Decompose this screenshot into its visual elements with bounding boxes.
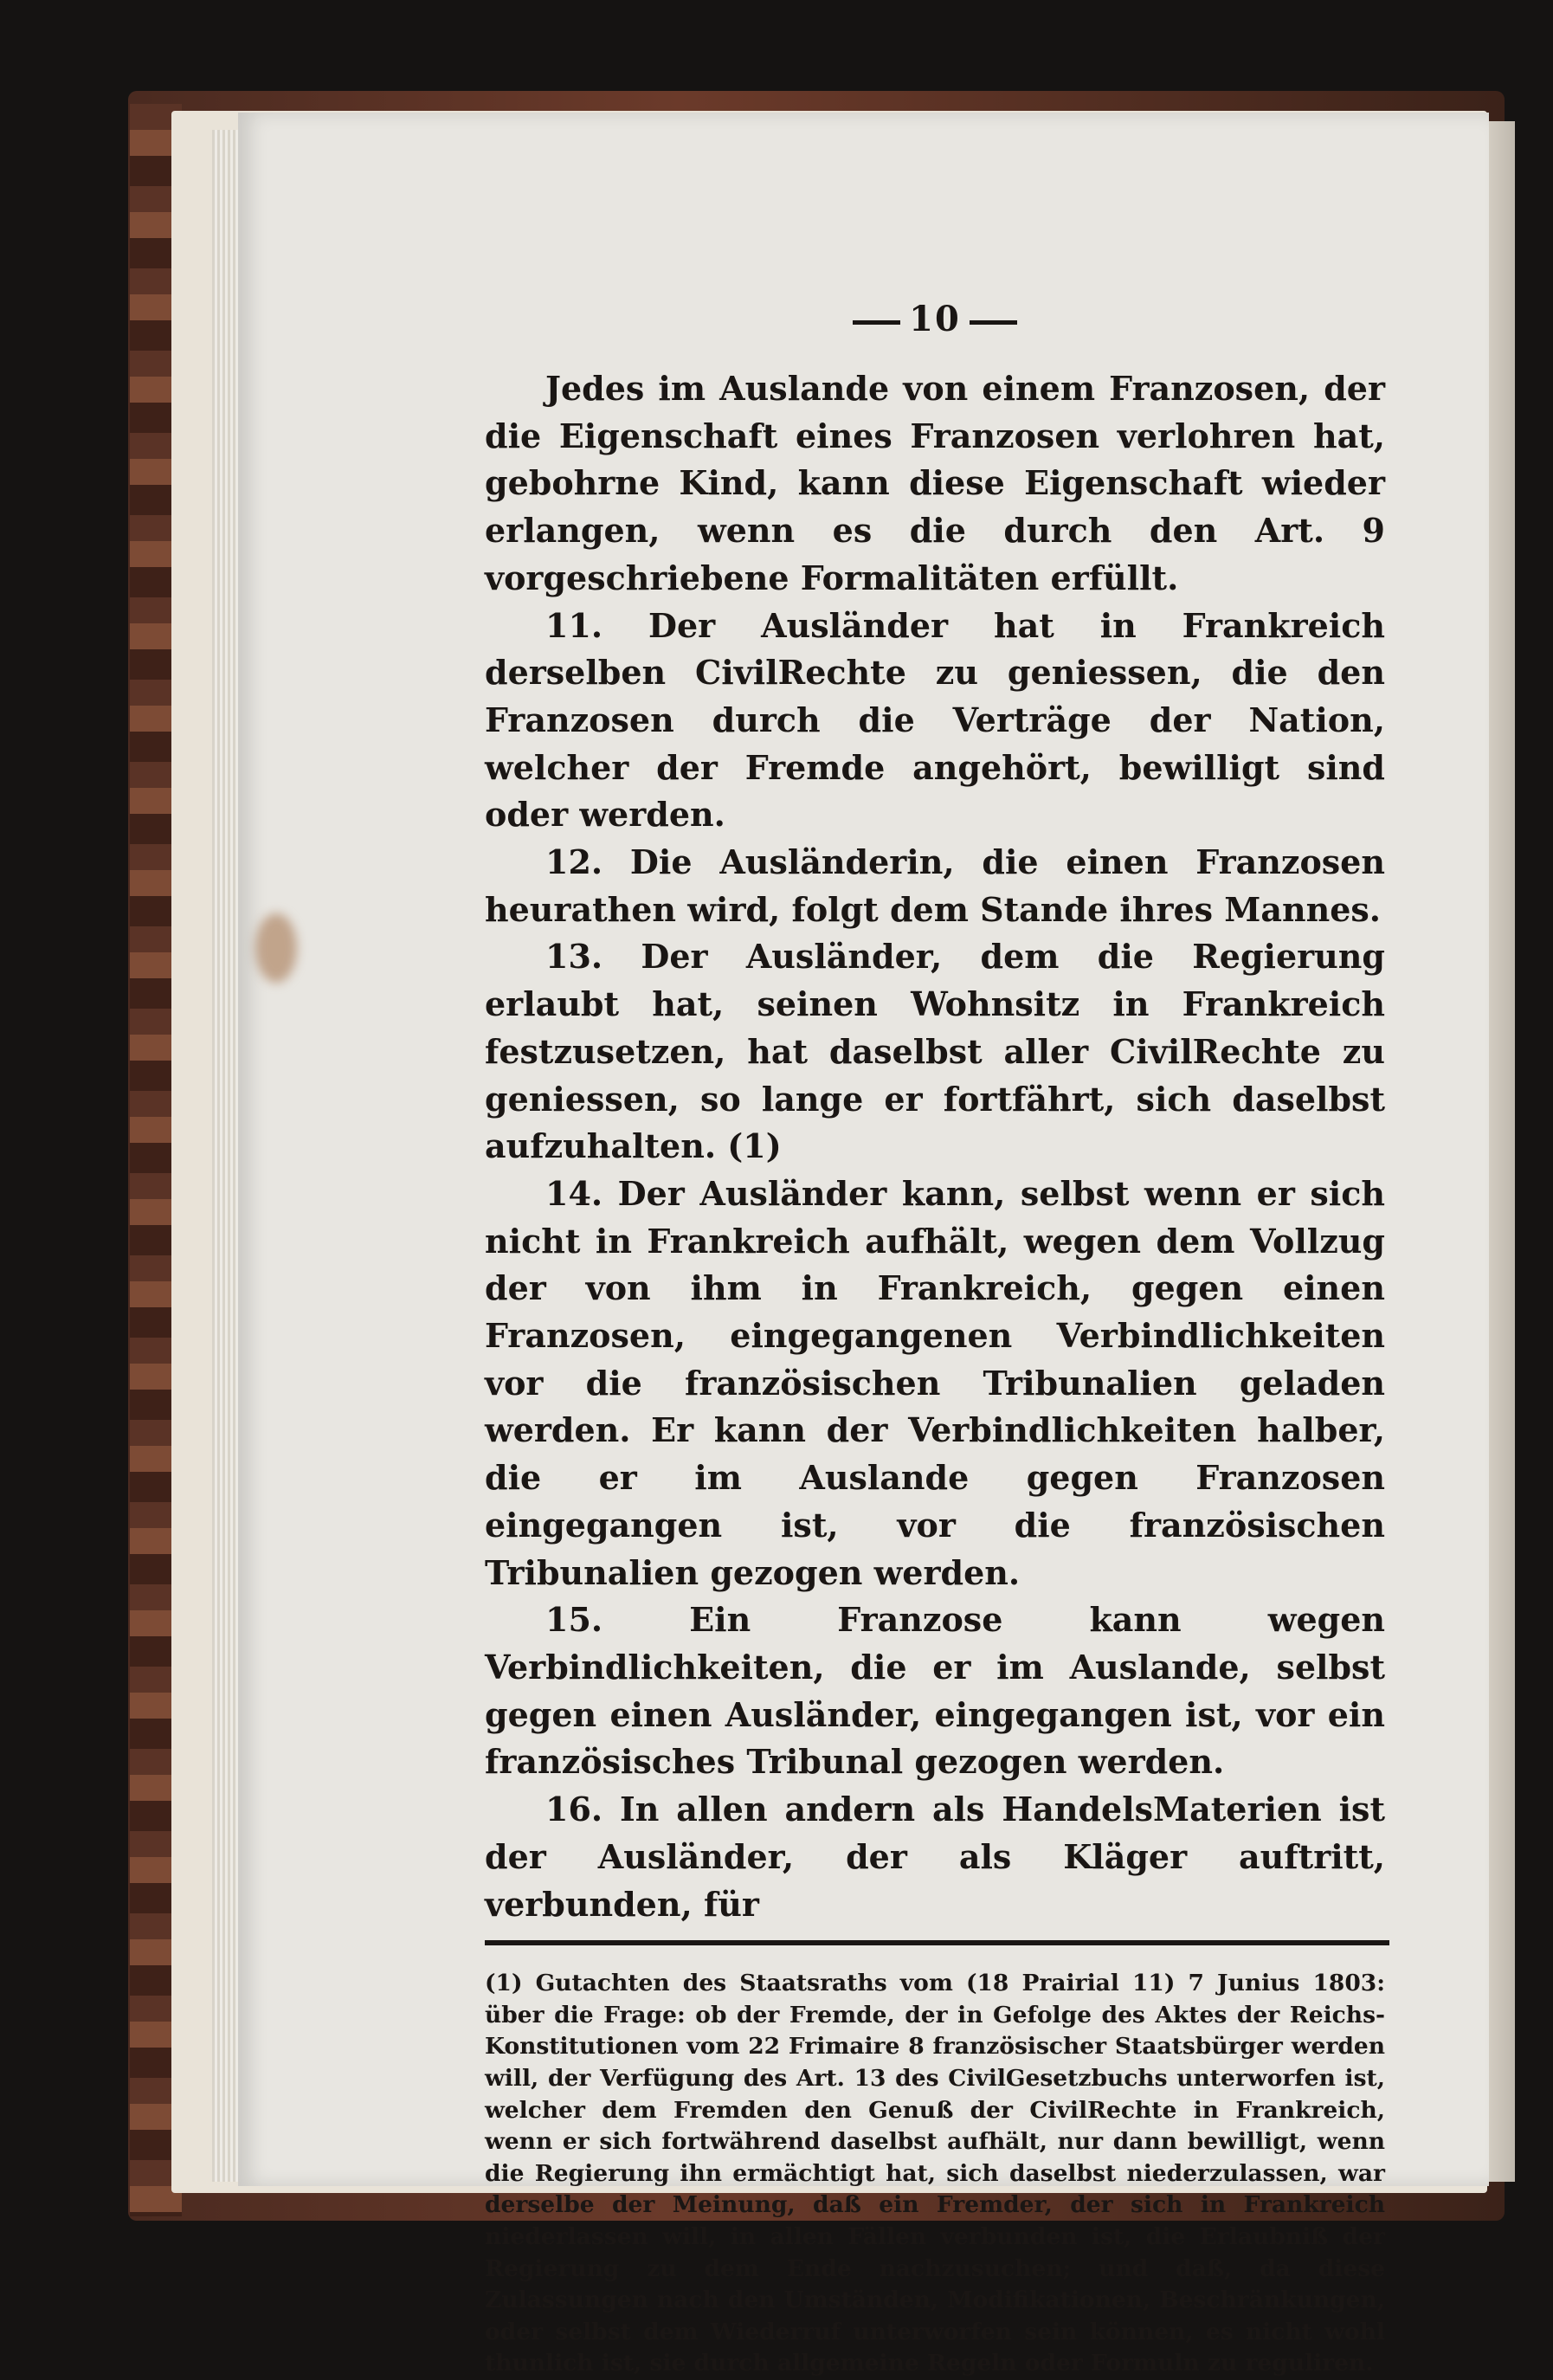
paragraph-intro: Jedes im Auslande von einem Franzosen, der die Eigenschaft eines Franzosen verlohren hat, gebohrne Kind, kann diese Eigenschaft wieder erlangen, wenn es die durch den Art. 9 vorgeschriebene Formalitäten erfüllt. bbox=[485, 369, 1385, 597]
page-text bbox=[485, 299, 1385, 2380]
dash-right bbox=[970, 320, 1017, 325]
paragraph-12: 12. Die Ausländerin, die einen Franzosen heurathen wird, folgt dem Stande ihres Mannes. bbox=[485, 842, 1385, 929]
paper-stain bbox=[255, 913, 297, 983]
footnote-rule bbox=[485, 1940, 1389, 1945]
page-gutter bbox=[212, 130, 238, 2182]
dash-left bbox=[853, 320, 900, 325]
paragraph-13: 13. Der Ausländer, dem die Regierung erlaubt hat, seinen Wohnsitz in Frankreich festzusetzen, hat daselbst aller CivilRechte zu geniessen, so lange er fortfährt, sich daselbst aufzuhalten. (1) bbox=[485, 937, 1385, 1166]
paragraph-11: 11. Der Ausländer hat in Frankreich derselben CivilRechte zu geniessen, die den Franzosen durch die Verträge der Nation, welcher der Fremde angehört, bewilligt sind oder werden. bbox=[485, 605, 1385, 835]
paragraph-15: 15. Ein Franzose kann wegen Verbindlichkeiten, die er im Auslande, selbst gegen einen Ausländer, eingegangen ist, vor ein französisches Tribunal gezogen werden. bbox=[485, 1600, 1385, 1782]
page-number-line bbox=[485, 299, 1385, 339]
page-number: 10 bbox=[909, 299, 961, 339]
footnote: (1) Gutachten des Staatsraths vom (18 Prairial 11) 7 Junius 1803: über die Frage: ob der Fremde, der in Gefolge des Aktes der Reichs-Konstitutionen vom 22 Frimaire 8 französischer Staatsbürger werden will, der Verfügung des Art. 13 des CivilGesetzbuchs unterworfen ist, welcher dem Fremden den Genuß der CivilRechte in Frankreich, wenn er sich fortwährend daselbst aufhält, nur dann bewilligt, wenn die Regierung ihn ermächtigt hat, sich daselbst niederzulassen, war derselbe der Meinung, daß ein Fremder, der sich in Frankreich niederlassen will, in allen Fällen verbunden ist, die Erlaubniß der Regierung zu dem Ende nachzusuchen; und daß, da diese Zulassungen nach den Umständen, Modifikationen, Beschränkungen, oder selbst dem Wiederruf unterworfen sein können, es nicht wohl thunlich ist, sie durch allgemeine Regeln oder Formuln zu reguliren. bbox=[485, 1970, 1385, 2377]
paragraph-16: 16. In allen andern als HandelsMaterien ist der Ausländer, der als Kläger auftritt, verbunden, für bbox=[485, 1790, 1385, 1924]
paragraph-14: 14. Der Ausländer kann, selbst wenn er sich nicht in Frankreich aufhält, wegen dem Vollzug der von ihm in Frankreich, gegen einen Franzosen, eingegangenen Verbindlichkeiten vor die französischen Tribunalien geladen werden. Er kann der Verbindlichkeiten halber, die er im Auslande gegen Franzosen eingegangen ist, vor die französischen Tribunalien gezogen werden. bbox=[485, 1173, 1385, 1592]
